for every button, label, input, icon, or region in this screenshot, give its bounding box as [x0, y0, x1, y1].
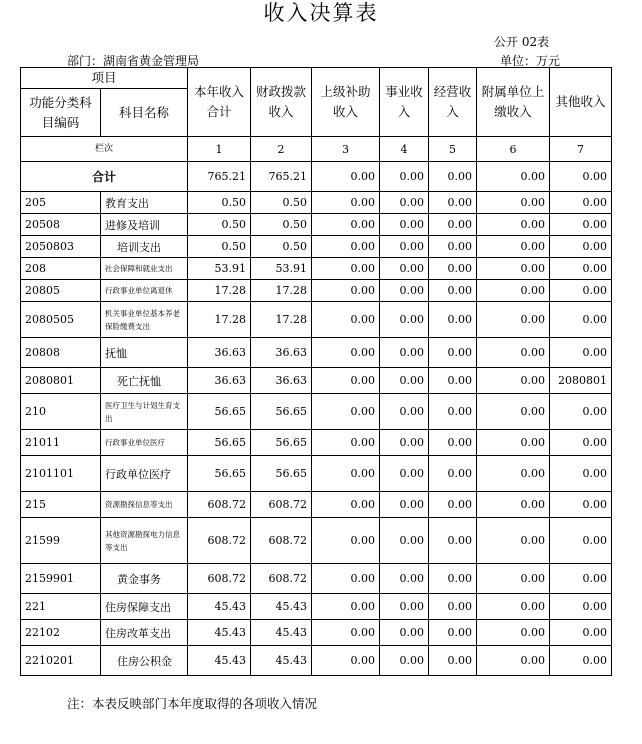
- row-value: 0.00: [477, 338, 550, 368]
- row-value: 0.00: [380, 456, 429, 492]
- row-value: 17.28: [188, 302, 251, 338]
- row-code: 2101101: [21, 456, 101, 492]
- row-value: 0.00: [550, 302, 612, 338]
- row-subject-name: 黄金事务: [101, 564, 188, 594]
- row-value: 0.50: [188, 192, 251, 214]
- row-value: 608.72: [188, 492, 251, 518]
- row-value: 0.00: [312, 394, 380, 430]
- header-item: 项目: [21, 68, 188, 89]
- header-col-6: 附属单位上缴收入: [477, 68, 550, 137]
- department-label: 部门：湖南省黄金管理局: [67, 54, 200, 68]
- row-value: 0.00: [550, 492, 612, 518]
- seq-3: 3: [312, 137, 380, 162]
- row-value: 36.63: [251, 338, 312, 368]
- table-row: [21, 302, 612, 338]
- total-value: 765.21: [251, 162, 312, 192]
- row-code: 208: [21, 258, 101, 280]
- table-row: [21, 368, 612, 394]
- row-value: 56.65: [251, 430, 312, 456]
- row-value: 0.00: [477, 394, 550, 430]
- row-value: 0.00: [550, 518, 612, 564]
- row-code: 20808: [21, 338, 101, 368]
- row-subject-name: 行政事业单位离退休: [101, 280, 188, 302]
- row-value: 45.43: [188, 620, 251, 646]
- row-value: 0.00: [550, 646, 612, 676]
- row-value: 45.43: [188, 646, 251, 676]
- row-value: 0.00: [312, 280, 380, 302]
- row-value: 0.00: [550, 430, 612, 456]
- row-code: 20508: [21, 214, 101, 236]
- row-value: 0.00: [380, 518, 429, 564]
- row-value: 0.00: [429, 236, 477, 258]
- total-label: 合计: [21, 162, 188, 192]
- row-value: 0.00: [477, 236, 550, 258]
- row-value: 0.00: [312, 456, 380, 492]
- row-value: 56.65: [251, 394, 312, 430]
- row-value: 17.28: [251, 302, 312, 338]
- total-value: 0.00: [312, 162, 380, 192]
- row-subject-name: 行政单位医疗: [101, 456, 188, 492]
- row-subject-name: 住房公积金: [101, 646, 188, 676]
- row-value: 17.28: [251, 280, 312, 302]
- row-value: 0.00: [429, 620, 477, 646]
- seq-7: 7: [550, 137, 612, 162]
- form-number: 公开 02表: [494, 35, 550, 49]
- row-value: 0.00: [380, 302, 429, 338]
- row-value: 0.00: [477, 368, 550, 394]
- table-row: [21, 518, 612, 564]
- row-value: 36.63: [188, 338, 251, 368]
- header-col-5: 经营收入: [429, 68, 477, 137]
- row-subject-name: 资源勘探信息等支出: [101, 492, 188, 518]
- row-value: 0.00: [550, 620, 612, 646]
- row-value: 0.00: [429, 456, 477, 492]
- row-value: 0.00: [380, 368, 429, 394]
- row-value: 0.00: [380, 214, 429, 236]
- row-value: 0.00: [429, 492, 477, 518]
- row-code: 221: [21, 594, 101, 620]
- row-value: 0.00: [550, 236, 612, 258]
- row-code: 2080801: [21, 368, 101, 394]
- row-value: 0.00: [312, 564, 380, 594]
- total-value: 0.00: [477, 162, 550, 192]
- row-value: 0.00: [429, 394, 477, 430]
- row-subject-name: 死亡抚恤: [101, 368, 188, 394]
- row-value: 608.72: [251, 492, 312, 518]
- row-value: 0.00: [477, 214, 550, 236]
- table-row: [21, 564, 612, 594]
- row-value: 0.00: [380, 258, 429, 280]
- row-value: 0.00: [429, 564, 477, 594]
- total-value: 0.00: [550, 162, 612, 192]
- row-value: 0.00: [312, 518, 380, 564]
- row-code: 22102: [21, 620, 101, 646]
- row-value: 2080801: [550, 368, 612, 394]
- row-subject-name: 住房改革支出: [101, 620, 188, 646]
- row-value: 0.00: [380, 564, 429, 594]
- row-subject-name: 其他资源勘探电力信息等支出: [101, 518, 188, 564]
- row-value: 0.00: [380, 394, 429, 430]
- row-subject-name: 进修及培训: [101, 214, 188, 236]
- row-subject-name: 抚恤: [101, 338, 188, 368]
- header-subject-name: 科目名称: [101, 89, 188, 137]
- row-value: 0.00: [477, 456, 550, 492]
- seq-6: 6: [477, 137, 550, 162]
- footnote: 注：本表反映部门本年度取得的各项收入情况: [67, 696, 318, 711]
- table-row: [21, 258, 612, 280]
- row-value: 0.00: [429, 594, 477, 620]
- row-value: 36.63: [188, 368, 251, 394]
- row-subject-name: 医疗卫生与计划生育支出: [101, 394, 188, 430]
- row-value: 45.43: [251, 594, 312, 620]
- row-value: 0.00: [312, 192, 380, 214]
- row-value: 0.00: [477, 258, 550, 280]
- row-value: 608.72: [251, 564, 312, 594]
- header-col-7: 其他收入: [550, 68, 612, 137]
- row-code: 2210201: [21, 646, 101, 676]
- row-value: 0.00: [550, 280, 612, 302]
- row-value: 0.00: [312, 620, 380, 646]
- table-row: [21, 620, 612, 646]
- row-subject-name: 住房保障支出: [101, 594, 188, 620]
- row-value: 0.00: [380, 430, 429, 456]
- row-value: 0.00: [312, 368, 380, 394]
- row-value: 0.00: [312, 236, 380, 258]
- table-row: [21, 192, 612, 214]
- row-value: 0.00: [380, 594, 429, 620]
- row-code: 210: [21, 394, 101, 430]
- seq-2: 2: [251, 137, 312, 162]
- table-row: [21, 646, 612, 676]
- row-value: 608.72: [188, 518, 251, 564]
- row-value: 0.00: [550, 214, 612, 236]
- row-value: 0.00: [380, 338, 429, 368]
- row-value: 0.00: [312, 594, 380, 620]
- row-subject-name: 教育支出: [101, 192, 188, 214]
- header-col-1: 本年收入合计: [188, 68, 251, 137]
- row-value: 608.72: [188, 564, 251, 594]
- row-value: 0.00: [380, 192, 429, 214]
- row-value: 53.91: [188, 258, 251, 280]
- row-value: 0.00: [550, 338, 612, 368]
- row-value: 0.00: [312, 492, 380, 518]
- row-value: 0.00: [312, 338, 380, 368]
- row-value: 0.00: [550, 564, 612, 594]
- table-row: [21, 236, 612, 258]
- table-row: [21, 456, 612, 492]
- row-code: 20805: [21, 280, 101, 302]
- row-value: 0.00: [380, 280, 429, 302]
- row-value: 45.43: [251, 620, 312, 646]
- row-subject-name: 行政事业单位医疗: [101, 430, 188, 456]
- row-subject-name: 培训支出: [101, 236, 188, 258]
- table-row: [21, 594, 612, 620]
- row-value: 0.00: [477, 192, 550, 214]
- row-code: 2159901: [21, 564, 101, 594]
- row-value: 56.65: [188, 456, 251, 492]
- table-row: [21, 214, 612, 236]
- row-value: 0.00: [477, 594, 550, 620]
- total-value: 765.21: [188, 162, 251, 192]
- row-value: 17.28: [188, 280, 251, 302]
- table-row: [21, 338, 612, 368]
- row-value: 53.91: [251, 258, 312, 280]
- row-value: 0.00: [550, 456, 612, 492]
- row-value: 0.00: [550, 594, 612, 620]
- row-code: 21599: [21, 518, 101, 564]
- row-value: 0.50: [188, 236, 251, 258]
- row-code: 2050803: [21, 236, 101, 258]
- row-value: 0.00: [429, 430, 477, 456]
- row-value: 0.00: [312, 646, 380, 676]
- seq-label: 栏次: [21, 137, 188, 162]
- table-row: [21, 492, 612, 518]
- row-value: 0.00: [312, 302, 380, 338]
- row-code: 205: [21, 192, 101, 214]
- total-value: 0.00: [380, 162, 429, 192]
- row-value: 56.65: [251, 456, 312, 492]
- header-col-2: 财政拨款收入: [251, 68, 312, 137]
- row-value: 0.00: [429, 302, 477, 338]
- row-value: 0.00: [477, 646, 550, 676]
- header-col-4: 事业收入: [380, 68, 429, 137]
- row-code: 21011: [21, 430, 101, 456]
- header-col-3: 上级补助收入: [312, 68, 380, 137]
- row-value: 0.00: [429, 280, 477, 302]
- income-table: [20, 67, 612, 676]
- row-value: 0.00: [477, 280, 550, 302]
- row-value: 0.00: [429, 338, 477, 368]
- page-title: 收入决算表: [263, 1, 379, 25]
- row-value: 0.00: [429, 518, 477, 564]
- row-value: 0.00: [312, 430, 380, 456]
- row-value: 0.50: [188, 214, 251, 236]
- row-value: 45.43: [188, 594, 251, 620]
- unit-label: 单位：万元: [500, 54, 561, 68]
- seq-5: 5: [429, 137, 477, 162]
- row-code: 215: [21, 492, 101, 518]
- row-value: 0.00: [477, 492, 550, 518]
- table-row: [21, 430, 612, 456]
- row-value: 0.00: [477, 564, 550, 594]
- row-value: 0.00: [380, 646, 429, 676]
- row-value: 0.00: [477, 620, 550, 646]
- row-value: 0.00: [312, 258, 380, 280]
- row-value: 0.00: [550, 394, 612, 430]
- row-value: 0.00: [429, 646, 477, 676]
- row-value: 0.00: [550, 258, 612, 280]
- row-value: 0.00: [477, 302, 550, 338]
- row-value: 0.00: [550, 192, 612, 214]
- row-value: 0.00: [429, 368, 477, 394]
- row-value: 0.00: [429, 258, 477, 280]
- seq-1: 1: [188, 137, 251, 162]
- header-func-code: 功能分类科目编码: [21, 89, 101, 137]
- row-subject-name: 机关事业单位基本养老保险缴费支出: [101, 302, 188, 338]
- row-value: 0.50: [251, 236, 312, 258]
- row-value: 0.00: [312, 214, 380, 236]
- row-value: 56.65: [188, 430, 251, 456]
- row-value: 0.50: [251, 192, 312, 214]
- row-code: 2080505: [21, 302, 101, 338]
- table-row: [21, 394, 612, 430]
- row-value: 36.63: [251, 368, 312, 394]
- row-value: 45.43: [251, 646, 312, 676]
- row-value: 0.00: [380, 492, 429, 518]
- row-value: 0.50: [251, 214, 312, 236]
- row-value: 0.00: [380, 236, 429, 258]
- row-value: 0.00: [477, 430, 550, 456]
- row-value: 608.72: [251, 518, 312, 564]
- total-value: 0.00: [429, 162, 477, 192]
- row-value: 0.00: [429, 192, 477, 214]
- row-value: 0.00: [429, 214, 477, 236]
- seq-4: 4: [380, 137, 429, 162]
- row-subject-name: 社会保障和就业支出: [101, 258, 188, 280]
- row-value: 56.65: [188, 394, 251, 430]
- table-row: [21, 280, 612, 302]
- row-value: 0.00: [380, 620, 429, 646]
- row-value: 0.00: [477, 518, 550, 564]
